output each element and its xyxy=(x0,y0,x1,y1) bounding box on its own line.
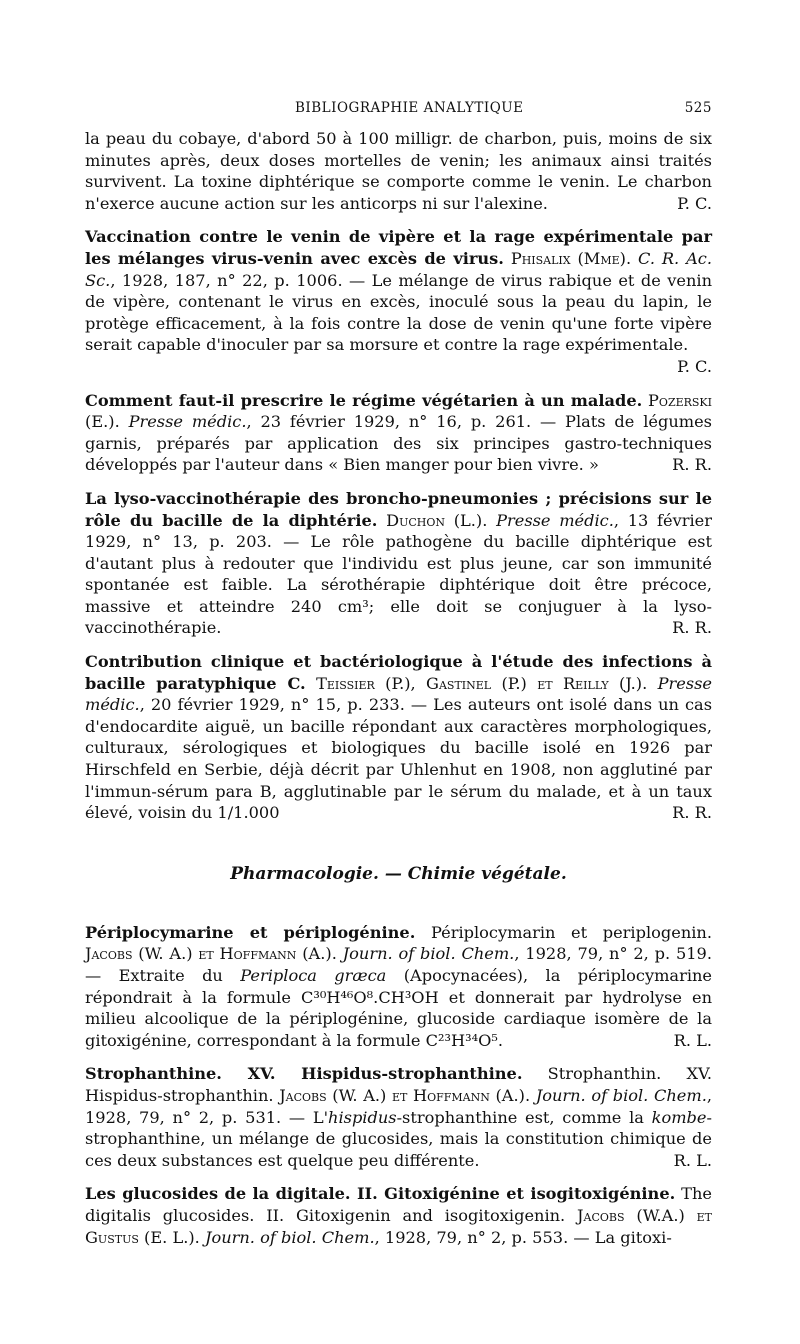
entry-title: Comment faut-il prescrire le régime végétarien à un malade. xyxy=(85,390,643,410)
entry-journal: Presse médic. xyxy=(128,412,247,432)
entry-reference: , 1928, 79, n° 2, p. 519. xyxy=(514,944,713,964)
entry-signature: R. R. xyxy=(672,618,712,638)
entry-signature: R. L. xyxy=(673,1150,712,1170)
entry-journal: C. R. Ac. Sc. xyxy=(85,248,712,290)
entry-body: — L' xyxy=(281,1107,329,1127)
page-number: 525 xyxy=(684,100,712,116)
entry-reference: , 1928, 79, n° 2, p. 553. xyxy=(374,1227,569,1247)
entry-signature: R. L. xyxy=(673,1030,712,1050)
entry-body: — La gitoxi- xyxy=(568,1227,672,1247)
entry-body: -strophanthine, un mélange de glucosides, mais la constitution chimique de ces deux substances est quelque peu différente. xyxy=(85,1107,712,1170)
entry-body: — Extraite du xyxy=(85,966,241,985)
entry-reference: , 23 février 1929, n° 16, p. 261. xyxy=(246,412,532,432)
entry-journal: Journ. of biol. Chem. xyxy=(204,1227,375,1247)
entry-journal: Presse médic. xyxy=(496,510,614,530)
entry-english-title: Strophanthin. XV. Hispidus-strophanthin. xyxy=(85,1064,712,1105)
entry-reference: , 20 février 1929, n° 15, p. 233. xyxy=(139,695,405,715)
entry-author: Jacobs (W.A.) et Gustus (E. L.). xyxy=(85,1205,712,1247)
entry-body: la peau du cobaye, d'abord 50 à 100 milligr. de charbon, puis, moins de six minutes après, deux doses mortelles de venin; les animaux ainsi traités survivent. La toxine diphtérique se comporte comme le venin. Le charbon n'exerce aucune action sur les anticorps ni sur l'alexine. xyxy=(85,129,712,213)
entry-continuation xyxy=(85,128,712,214)
entry-body: — Le mélange de virus rabique et de venin de vipère, contenant le virus en excès, inoculé sous la peau du lapin, le protège efficacement, à la fois contre la dose de venin qu'une forte vipère serait capable d'inoculer par sa morsure et contre la rage expérimentale. xyxy=(85,270,712,355)
entry-signature: P. C. xyxy=(677,193,712,213)
entry-title: Strophanthine. XV. Hispidus-strophanthine. xyxy=(85,1064,523,1084)
entry-species: Periploca græca xyxy=(240,966,387,985)
entry-signature: R. R. xyxy=(672,455,712,475)
entry-journal: Presse médic. xyxy=(85,673,712,715)
entry-strophanthine xyxy=(85,1063,712,1171)
entry-title: Périplocymarine et périplogénine. xyxy=(85,922,416,942)
entry-body: — Les auteurs ont isolé dans un cas d'endocardite aiguë, un bacille répondant aux caractères morphologiques, culturaux, sérologiques et biologiques du bacille isolé en 1926 par Hirschfeld en Serbie, déjà décrit par Uhlenhut en 1908, non agglutiné par l'immun-sérum para B, agglutinable par le sérum du malade, et à un taux élevé, voisin du 1/1.000 xyxy=(85,695,712,823)
entry-english-title: The digitalis glucosides. II. Gitoxigenin and isogitoxigenin. xyxy=(85,1184,712,1225)
entry-reference: , 1928, 79, n° 2, p. 531. xyxy=(85,1085,712,1127)
entry-body: — Plats de légumes garnis, préparés par application des six principes gastro-techniques développés par l'auteur dans « Bien manger pour bien vivre. » xyxy=(85,412,712,475)
entry-reference: , 13 février 1929, n° 13, p. 203. xyxy=(85,510,712,552)
entry-english-title: Périplocymarin et periplogenin. xyxy=(415,922,712,942)
entry-body: (Apocynacées), la périplocymarine répondrait à la formule C³⁰H⁴⁶O⁸.CH³OH et donnerait par hydrolyse en milieu alcoolique de la périplogénine, glucoside cardiaque isomère de la gitoxigénine, correspondant à la formule C²³H³⁴O⁵. xyxy=(85,966,713,1050)
entry-periplocymarine xyxy=(85,922,712,1052)
entry-title: Les glucosides de la digitale. II. Gitoxigénine et isogitoxigénine. xyxy=(85,1184,676,1204)
entry-author: Jacobs (W. A.) et Hoffmann (A.). xyxy=(85,944,337,964)
entry-reference: , 1928, 187, n° 22, p. 1006. xyxy=(110,270,343,290)
entry-title: Contribution clinique et bactériologique à l'étude des infections à bacille paratyphique C. xyxy=(85,652,712,693)
entry-body: -strophanthine est, comme la xyxy=(396,1107,652,1127)
entry-author: Phisalix (Mme). xyxy=(510,248,632,268)
entry-journal: Journ. of biol. Chem. xyxy=(535,1085,707,1105)
entry-regime-vegetarien xyxy=(85,390,712,476)
page xyxy=(85,100,712,1260)
running-head-title: BIBLIOGRAPHIE ANALYTIQUE xyxy=(295,100,524,116)
entry-journal: Journ. of biol. Chem. xyxy=(342,944,515,964)
entry-lyso-vaccinotherapie xyxy=(85,488,712,639)
entry-vaccination-venin xyxy=(85,226,712,377)
entry-signature: R. R. xyxy=(672,803,712,823)
entry-glucosides-digitale xyxy=(85,1183,712,1248)
entry-title: Vaccination contre le venin de vipère et la rage expérimentale par les mélanges virus-venin avec excès de virus. xyxy=(85,227,712,268)
entry-signature: P. C. xyxy=(677,356,712,376)
entry-species: kombe xyxy=(651,1107,707,1127)
entry-author: Teissier (P.), Gastinel (P.) et Reilly (J.). xyxy=(316,673,648,693)
entry-author: Jacobs (W. A.) et Hoffmann (A.). xyxy=(279,1085,531,1105)
entry-body: — Le rôle pathogène du bacille diphtérique est d'autant plus à redouter que l'individu est plus jeune, car son immunité spontanée est faible. La sérothérapie diphtérique doit être précoce, massive et atteindre 240 cm³; elle doit se conjuguer à la lyso-vaccinothérapie. xyxy=(85,532,712,638)
entry-title: La lyso-vaccinothérapie des broncho-pneumonies ; précisions sur le rôle du bacille de la diphtérie. xyxy=(85,488,712,530)
section-heading: Pharmacologie. — Chimie végétale. xyxy=(230,863,567,884)
entry-author: Pozerski (E.). xyxy=(85,390,712,432)
running-head xyxy=(85,100,712,122)
entry-author: Duchon (L.). xyxy=(386,510,488,530)
entry-species: hispidus xyxy=(328,1107,397,1127)
entry-paratyphique xyxy=(85,651,712,824)
